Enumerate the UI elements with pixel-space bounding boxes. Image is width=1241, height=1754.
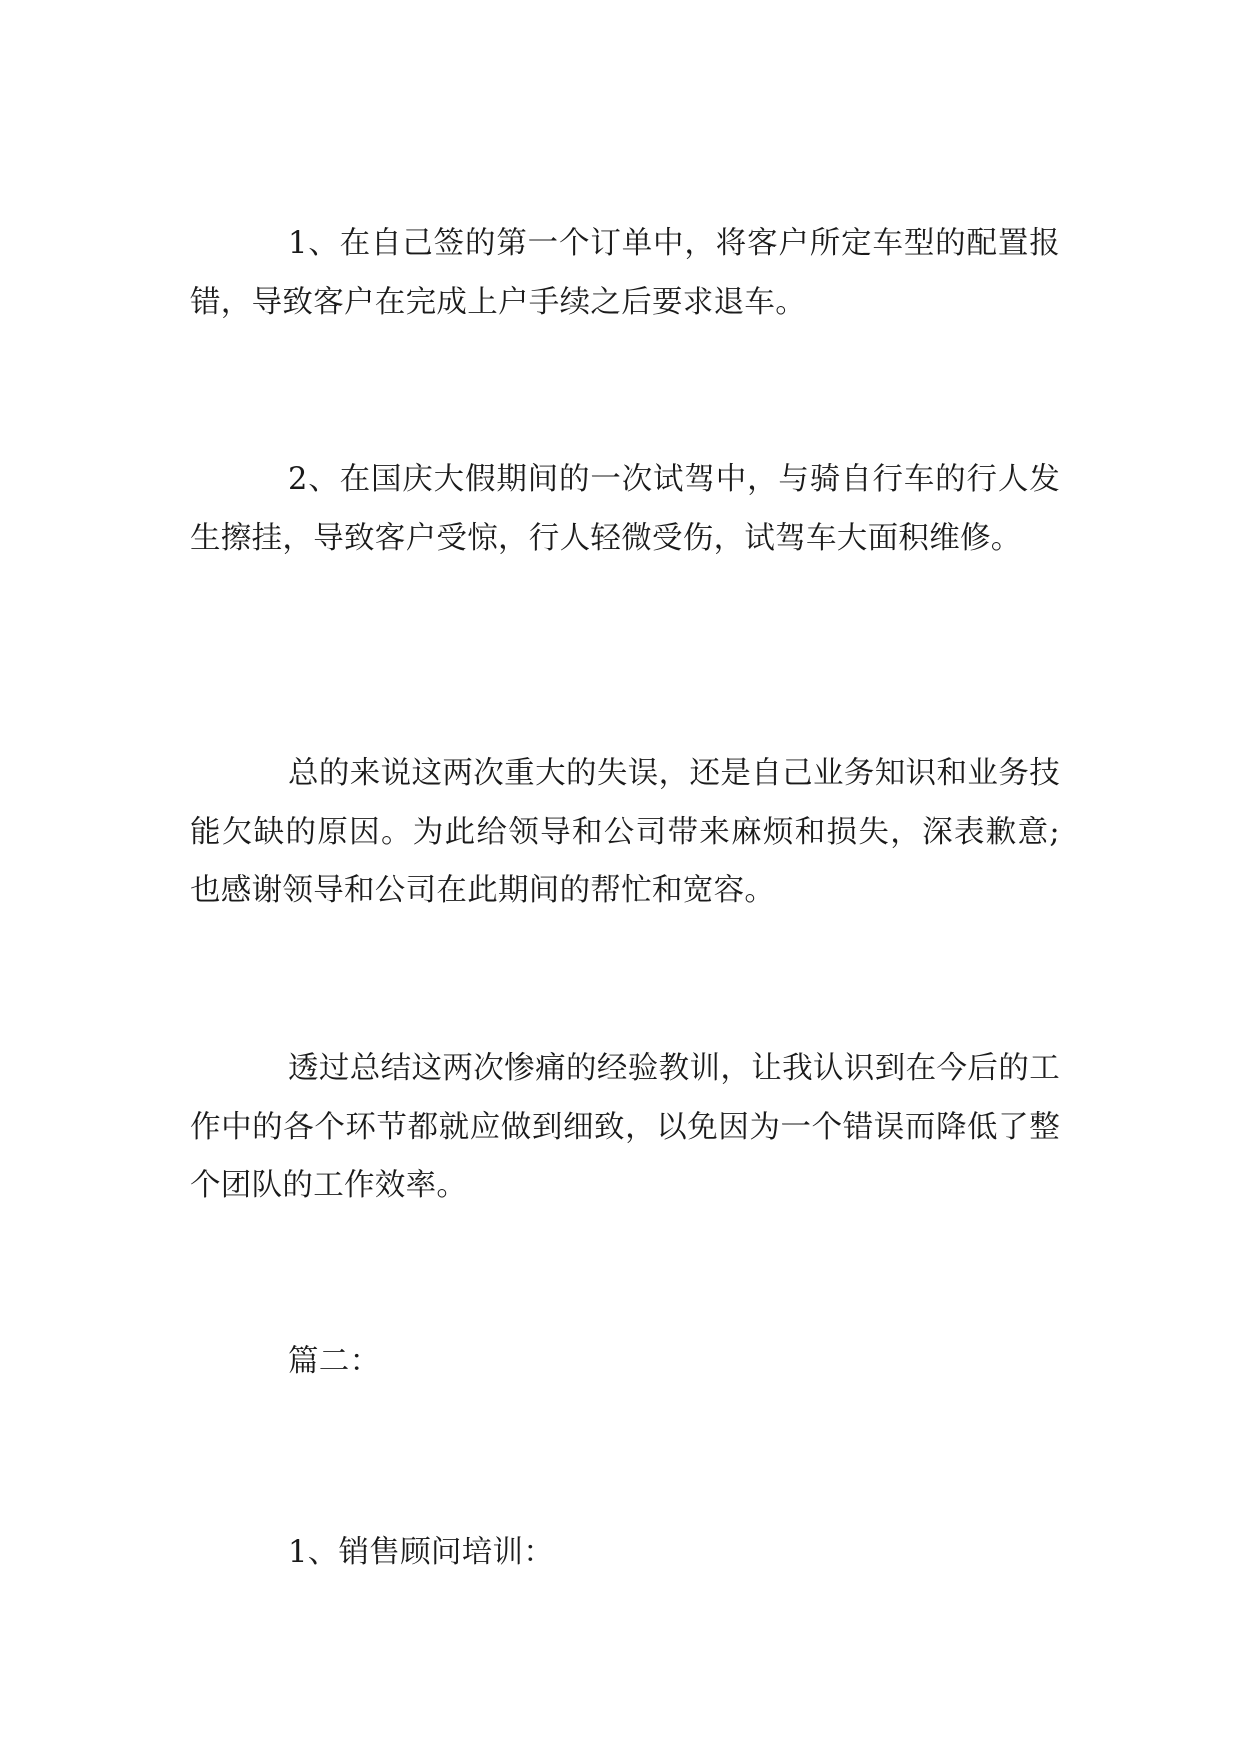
paragraph-order-error: 1、在自己签的第一个订单中，将客户所定车型的配置报错，导致客户在完成上户手续之后要求退车。 (190, 226, 1060, 320)
paragraph-lessons-learned: 透过总结这两次惨痛的经验教训，让我认识到在今后的工作中的各个环节都就应做到细致，以免因为一个错误而降低了整个团队的工作效率。 (190, 1051, 1060, 1203)
section-heading-part-two: 篇二： (288, 1344, 381, 1379)
paragraph-sales-consultant-training: 1、销售顾问培训： (288, 1535, 555, 1570)
paragraph-summary-apology: 总的来说这两次重大的失误，还是自己业务知识和业务技能欠缺的原因。为此给领导和公司带来麻烦和损失，深表歉意;也感谢领导和公司在此期间的帮忙和宽容。 (190, 756, 1060, 908)
paragraph-test-drive-accident: 2、在国庆大假期间的一次试驾中，与骑自行车的行人发生擦挂，导致客户受惊，行人轻微受伤，试驾车大面积维修。 (190, 462, 1060, 556)
